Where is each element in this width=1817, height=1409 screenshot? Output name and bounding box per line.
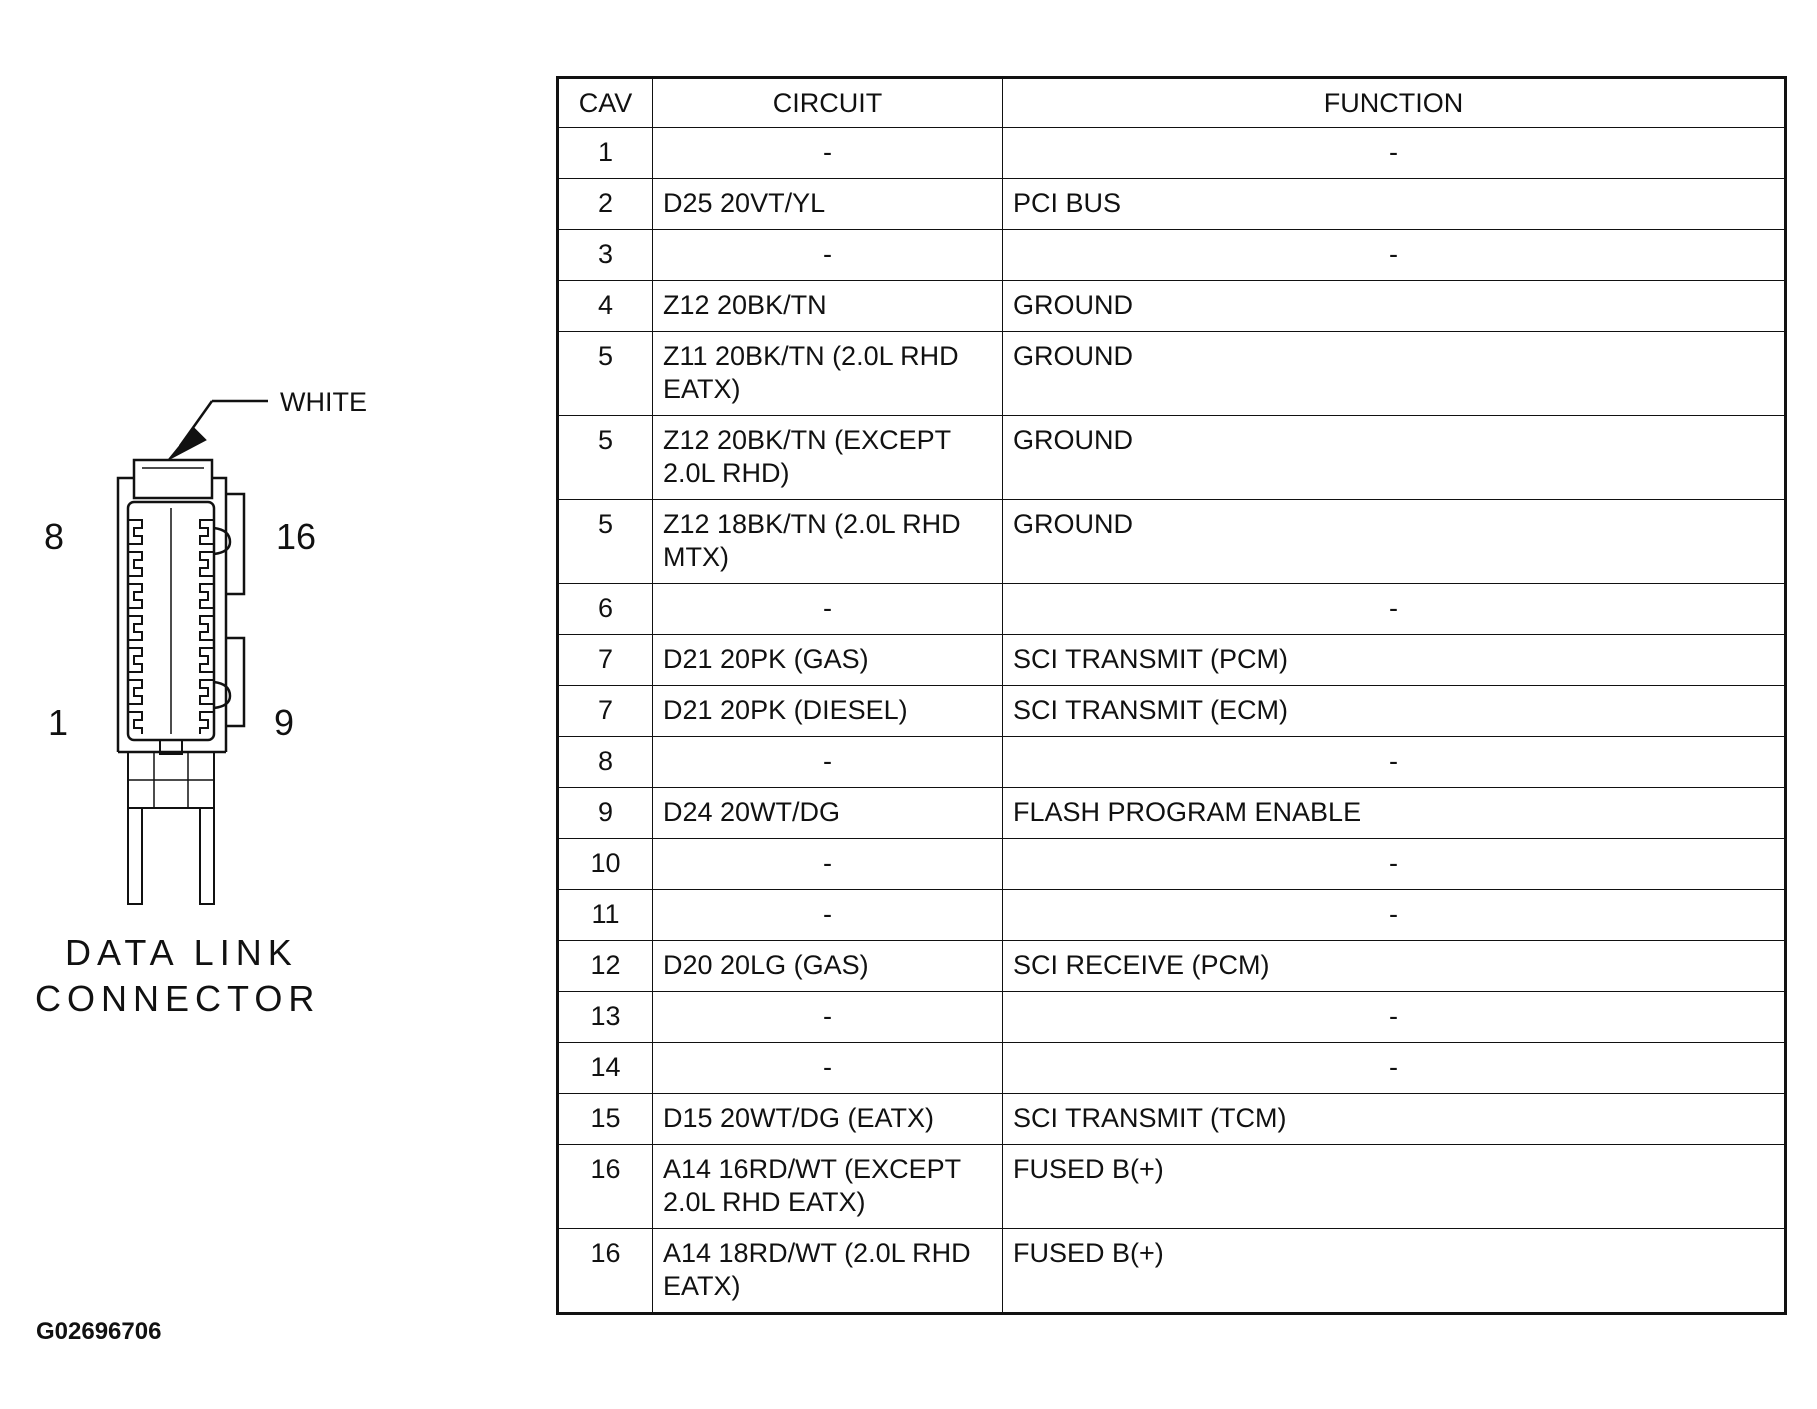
table-row [558,737,1786,788]
connector-title-line2: CONNECTOR [35,978,321,1019]
function-cell: SCI TRANSMIT (PCM) [1003,635,1786,686]
table-row [558,332,1786,416]
color-callout-label: WHITE [280,387,367,417]
pin-label-bottom-left: 1 [48,702,69,743]
function-cell: - [1003,128,1786,179]
circuit-cell: Z12 20BK/TN (EXCEPT 2.0L RHD) [653,416,1003,500]
circuit-cell: - [653,992,1003,1043]
function-cell: - [1003,1043,1786,1094]
cav-cell: 16 [558,1229,653,1314]
cav-cell: 13 [558,992,653,1043]
table-row [558,230,1786,281]
function-cell: - [1003,230,1786,281]
table-header-row [558,78,1786,128]
cav-cell: 5 [558,416,653,500]
cav-cell: 12 [558,941,653,992]
function-cell: FUSED B(+) [1003,1229,1786,1314]
cav-cell: 7 [558,635,653,686]
connector-body [118,460,244,904]
circuit-cell: - [653,230,1003,281]
cav-cell: 15 [558,1094,653,1145]
function-cell: FLASH PROGRAM ENABLE [1003,788,1786,839]
function-cell: SCI TRANSMIT (ECM) [1003,686,1786,737]
cav-cell: 10 [558,839,653,890]
table-row [558,179,1786,230]
table-row [558,992,1786,1043]
circuit-cell: Z12 20BK/TN [653,281,1003,332]
pin-label-top-right: 16 [276,516,317,557]
circuit-cell: - [653,1043,1003,1094]
table-row [558,635,1786,686]
function-cell: SCI TRANSMIT (TCM) [1003,1094,1786,1145]
pinout-table [556,76,1787,1315]
header-cav: CAV [558,78,653,128]
cav-cell: 6 [558,584,653,635]
table-row [558,1229,1786,1314]
table-row [558,584,1786,635]
figure-id: G02696706 [36,1318,162,1345]
function-cell: - [1003,839,1786,890]
header-circuit: CIRCUIT [653,78,1003,128]
table-row [558,1043,1786,1094]
circuit-cell: D21 20PK (DIESEL) [653,686,1003,737]
table-row [558,281,1786,332]
function-cell: GROUND [1003,416,1786,500]
table-row [558,890,1786,941]
table-row [558,500,1786,584]
function-cell: - [1003,737,1786,788]
circuit-cell: A14 16RD/WT (EXCEPT 2.0L RHD EATX) [653,1145,1003,1229]
circuit-cell: - [653,128,1003,179]
table-row [558,686,1786,737]
connector-title-line1: DATA LINK [65,932,298,973]
function-cell: - [1003,584,1786,635]
callout-arrow [168,401,268,460]
function-cell: GROUND [1003,281,1786,332]
cav-cell: 8 [558,737,653,788]
table-row [558,128,1786,179]
circuit-cell: - [653,839,1003,890]
cav-cell: 4 [558,281,653,332]
cav-cell: 11 [558,890,653,941]
function-cell: PCI BUS [1003,179,1786,230]
function-cell: SCI RECEIVE (PCM) [1003,941,1786,992]
circuit-cell: D20 20LG (GAS) [653,941,1003,992]
table-row [558,839,1786,890]
table-row [558,941,1786,992]
function-cell: FUSED B(+) [1003,1145,1786,1229]
header-function: FUNCTION [1003,78,1786,128]
circuit-cell: - [653,737,1003,788]
table-row [558,1094,1786,1145]
circuit-cell: - [653,584,1003,635]
function-cell: - [1003,992,1786,1043]
table-row [558,416,1786,500]
pin-label-bottom-right: 9 [274,702,295,743]
cav-cell: 1 [558,128,653,179]
function-cell: - [1003,890,1786,941]
cav-cell: 16 [558,1145,653,1229]
cav-cell: 5 [558,332,653,416]
circuit-cell: D25 20VT/YL [653,179,1003,230]
circuit-cell: D15 20WT/DG (EATX) [653,1094,1003,1145]
circuit-cell: D21 20PK (GAS) [653,635,1003,686]
function-cell: GROUND [1003,332,1786,416]
circuit-cell: - [653,890,1003,941]
cav-cell: 9 [558,788,653,839]
circuit-cell: A14 18RD/WT (2.0L RHD EATX) [653,1229,1003,1314]
circuit-cell: Z11 20BK/TN (2.0L RHD EATX) [653,332,1003,416]
cav-cell: 7 [558,686,653,737]
cav-cell: 3 [558,230,653,281]
cav-cell: 5 [558,500,653,584]
circuit-cell: Z12 18BK/TN (2.0L RHD MTX) [653,500,1003,584]
table-row [558,788,1786,839]
cav-cell: 2 [558,179,653,230]
circuit-cell: D24 20WT/DG [653,788,1003,839]
pin-label-top-left: 8 [44,516,65,557]
function-cell: GROUND [1003,500,1786,584]
table-row [558,1145,1786,1229]
cav-cell: 14 [558,1043,653,1094]
